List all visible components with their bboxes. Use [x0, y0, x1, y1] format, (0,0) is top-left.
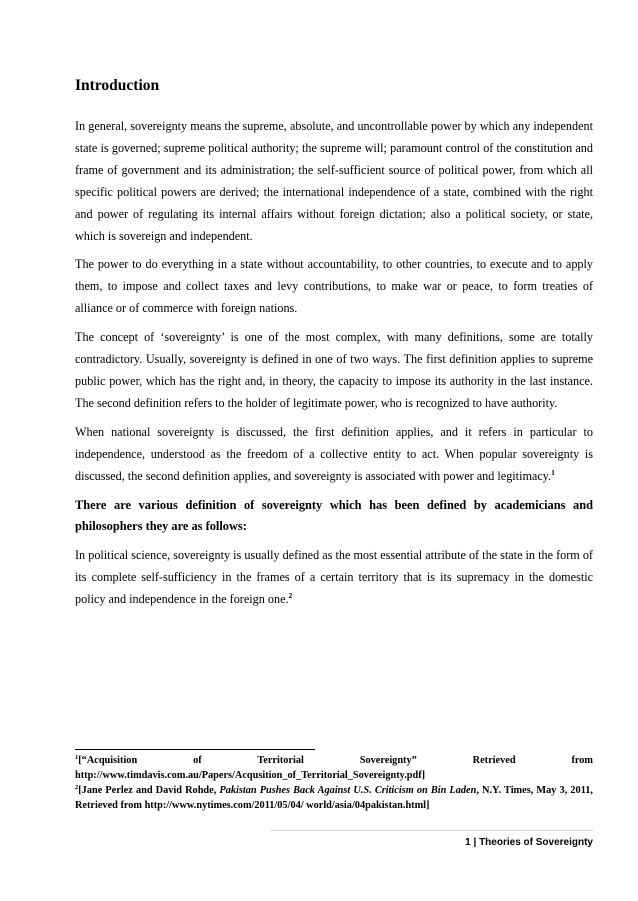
paragraph-national-popular	[75, 422, 593, 488]
paragraph-definition: In general, sovereignty means the supreme, absolute, and uncontrollable power by which any independent state is governed; supreme political authority; the supreme will; paramount control of the constitution and frame of government and its administration; the self-sufficient source of political power, from which all specific political powers are derived; the international independence of a state, combined with the right and power of regulating its internal affairs without foreign dictation; also a political society, or state, which is sovereign and independent.	[75, 119, 593, 243]
paragraph-subheading: There are various definition of sovereignty which has been defined by academicians and philosophers they are as follows:	[75, 497, 593, 534]
paragraph-concept: The concept of ‘sovereignty’ is one of the most complex, with many definitions, some are totally contradictory. Usually, sovereignty is defined in one of two ways. The first definition applies to supreme public power, which has the right and, in theory, the capacity to impose its authority in the last instance. The second definition refers to the holder of legitimate power, who is recognized to have authority.	[75, 330, 593, 410]
footnote-2-article-title: Pakistan Pushes Back Against U.S. Criticism on Bin Laden	[219, 785, 477, 796]
section-heading: Introduction	[75, 77, 160, 94]
footnotes-section	[75, 749, 593, 813]
footnote-2	[75, 783, 593, 813]
footnote-2-text-start: [Jane Perlez and David Rohde,	[78, 785, 220, 796]
footnote-2-text-end: , N.Y. Times, May 3, 2011, Retrieved from http://www.nytimes.com/2011/05/04/ world/asia/04pakistan.html]	[75, 785, 593, 811]
paragraph-political-science	[75, 545, 593, 611]
footnote-mark-1: 1	[75, 754, 79, 761]
footnote-reference-2[interactable]: 2	[288, 591, 293, 601]
page-body	[75, 76, 593, 618]
footer-divider	[270, 830, 593, 831]
footnote-1	[75, 753, 593, 783]
footnote-mark-2: 2	[75, 784, 79, 791]
paragraph-power: The power to do everything in a state without accountability, to other countries, to execute and to apply them, to impose and collect taxes and levy contributions, to make war or peace, to form treaties of alliance or of commerce with foreign nations.	[75, 257, 593, 316]
paragraph-text: When national sovereignty is discussed, the first definition applies, and it refers in particular to independence, understood as the freedom of a collective entity to act. When popular sovereignty is discussed, the second definition applies, and sovereignty is associated with power and legitimacy.	[75, 424, 593, 483]
footnote-separator	[75, 749, 315, 750]
page-footer: 1 | Theories of Sovereignty	[465, 837, 593, 848]
footnote-reference-1[interactable]: 1	[551, 467, 555, 477]
footnote-1-text: [“Acquisition of Territorial Sovereignty” Retrieved from http://www.timdavis.com.au/Papers/Acqusition_of_Territorial_Sovereignty.pdf]	[75, 755, 593, 781]
paragraph-text: In political science, sovereignty is usually defined as the most essential attribute of the state in the form of its complete self-sufficiency in the frames of a certain territory that is its supremacy in the domestic policy and independence in the foreign one.	[75, 548, 593, 607]
